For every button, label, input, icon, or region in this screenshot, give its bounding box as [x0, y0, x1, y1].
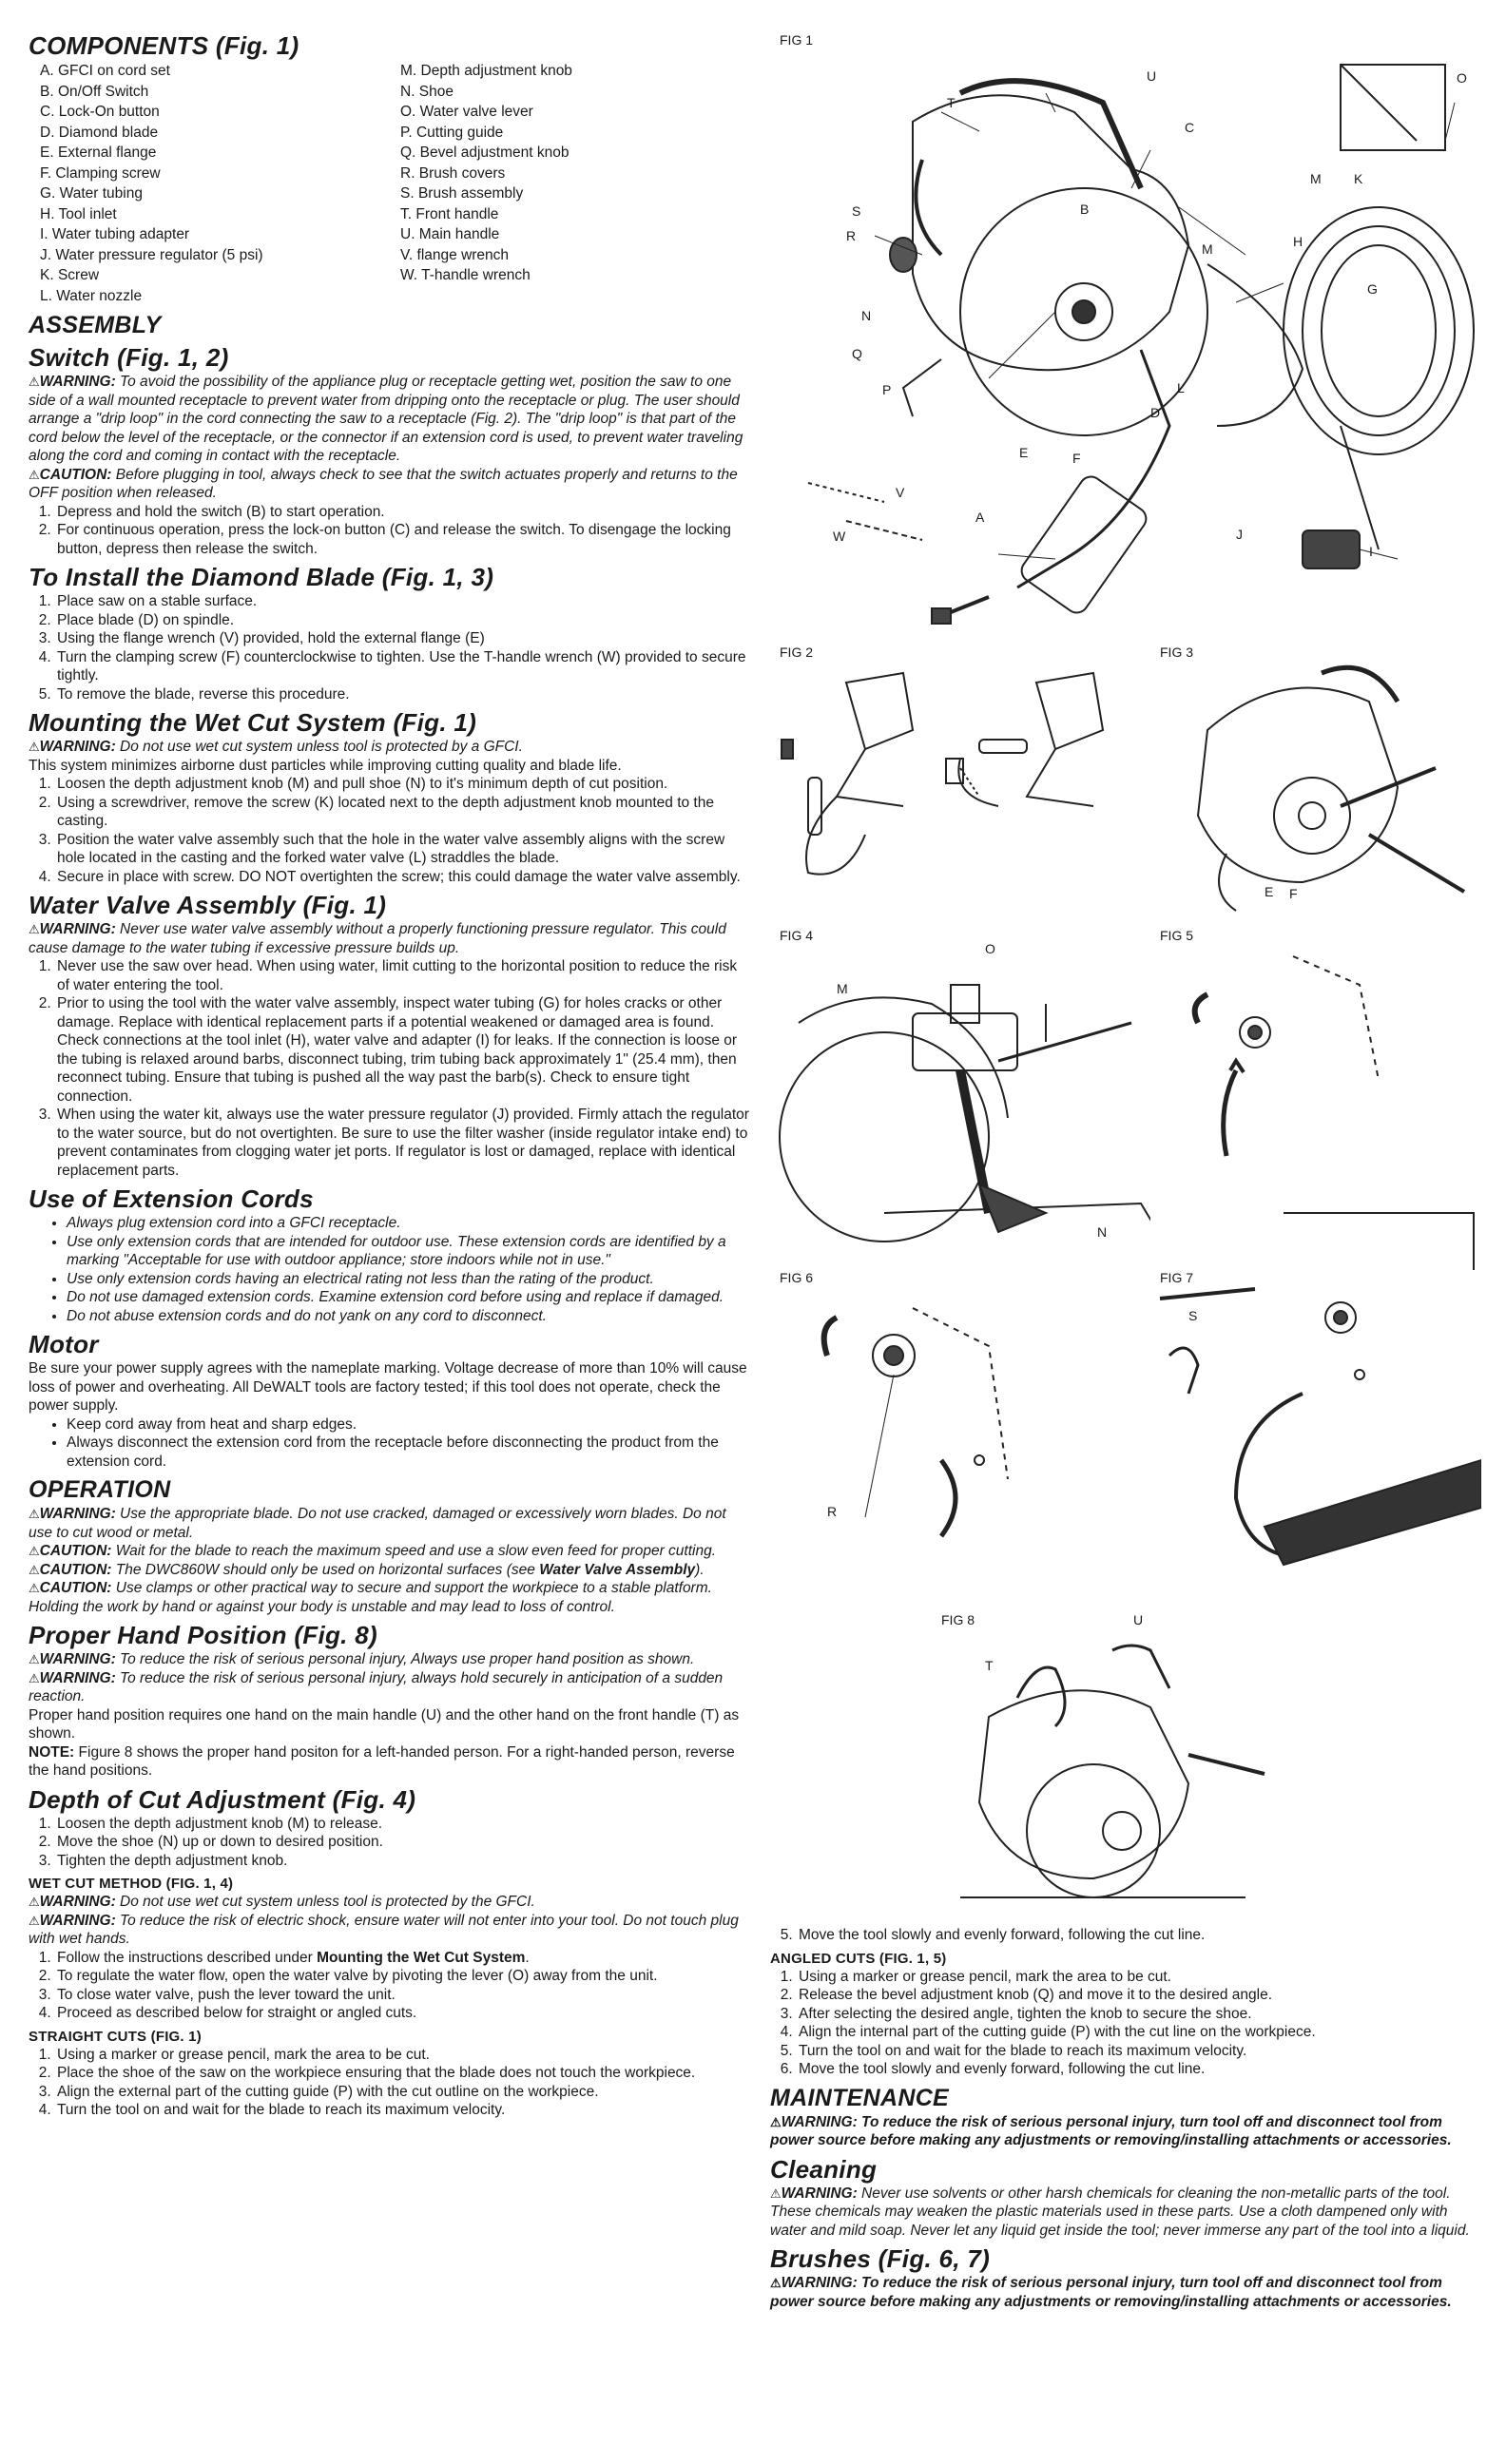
list-item: 1. Using a marker or grease pencil, mark the area to be cut.	[797, 1968, 1481, 1987]
list-item: 5. To remove the blade, reverse this procedure.	[55, 685, 749, 704]
list-item: 2. Move the shoe (N) up or down to desired position.	[55, 1833, 749, 1852]
figure-3-label: F	[1289, 886, 1298, 901]
list-item: O. Water valve lever	[400, 104, 533, 120]
list-item: 3. Tighten the depth adjustment knob.	[55, 1852, 749, 1871]
motor-bullets	[29, 1415, 749, 1472]
figure-row-6-7	[770, 1270, 1481, 1612]
list-item: 3. Position the water valve assembly such that the hole in the water valve assembly aligns with the screw hole located in the casting and the forked water valve (L) straddles the blade.	[55, 831, 749, 868]
assembly-heading: ASSEMBLY	[29, 312, 162, 338]
warning-icon: ⚠	[29, 922, 40, 936]
switch-warning: ⚠WARNING: To avoid the possibility of the appliance plug or receptacle getting wet, position the saw to one side of a wall mounted receptacle to prevent water from dripping onto the receptacle or plug. The user should arrange a "drip loop" in the cord connecting the saw to a receptacle (Fig. 2). The "drip loop" is that part of the cord below the level of the receptacle, or the connector if an extension cord is used, to prevent water traveling along the cord and coming in contact with the receptacle.	[29, 374, 743, 464]
warning-icon: ⚠	[770, 2114, 782, 2129]
wetcut-steps	[29, 775, 749, 886]
warning-icon: ⚠	[29, 467, 40, 482]
wet-cut-heading: WET CUT METHOD (FIG. 1, 4)	[29, 1876, 234, 1892]
figure-1-label: K	[1354, 171, 1363, 186]
list-item: 1. Depress and hold the switch (B) to start operation.	[55, 503, 749, 522]
figure-1-label: M	[1202, 241, 1213, 257]
brush-cover-illustration	[770, 1270, 1150, 1603]
figure-8-caption: FIG 8	[941, 1612, 975, 1627]
list-item: E. External flange	[40, 144, 157, 161]
figure-1-label: D	[1150, 405, 1161, 420]
figure-4	[770, 928, 1150, 1270]
figure-7-caption: FIG 7	[1160, 1270, 1194, 1285]
list-item: Q. Bevel adjustment knob	[400, 144, 570, 161]
wet-cut-steps	[29, 1949, 749, 2023]
valve-heading: Water Valve Assembly (Fig. 1)	[29, 891, 387, 919]
figure-3-label: E	[1265, 884, 1274, 899]
figure-1-label: S	[852, 203, 861, 219]
figure-5-caption: FIG 5	[1160, 928, 1194, 943]
figure-7-label: S	[1188, 1308, 1198, 1323]
saw-illustration	[770, 27, 1481, 635]
list-item: 2. Place blade (D) on spindle.	[55, 611, 749, 630]
figure-1-label: M	[1310, 171, 1322, 186]
figure-8	[770, 1612, 1481, 1926]
motor-text: Be sure your power supply agrees with the nameplate marking. Voltage decrease of more than 10% will cause loss of power and overheating. All DeWALT tools are factory tested; if this tool does not operate, check the power supply.	[29, 1360, 747, 1414]
warning-icon: ⚠	[29, 1562, 40, 1577]
list-item: R. Brush covers	[400, 164, 506, 182]
list-item: • Keep cord away from heat and sharp edges.	[67, 1415, 749, 1434]
depth-steps	[29, 1815, 749, 1871]
hand-text: Proper hand position requires one hand on the main handle (U) and the other hand on the front handle (T) as shown.	[29, 1706, 740, 1742]
extension-heading: Use of Extension Cords	[29, 1184, 314, 1213]
hand-note: NOTE: Figure 8 shows the proper hand positon for a left-handed person. For a right-handed person, reverse the hand positions.	[29, 1743, 735, 1779]
list-item: M. Depth adjustment knob	[400, 63, 572, 79]
straight-cut-steps	[29, 2046, 749, 2120]
angled-cut-steps	[770, 1968, 1481, 2079]
warning-icon: ⚠	[29, 1652, 40, 1666]
figure-1-label: W	[833, 529, 846, 544]
list-item: 5. Move the tool slowly and evenly forward, following the cut line.	[797, 1926, 1481, 1945]
wet-cut-warning-2: ⚠WARNING: To reduce the risk of electric shock, ensure water will not enter into your tool. Do not touch plug with wet hands.	[29, 1912, 739, 1947]
warning-icon: ⚠	[29, 375, 40, 389]
list-item: • Always plug extension cord into a GFCI receptacle.	[67, 1214, 749, 1233]
figure-row-2-3	[770, 645, 1481, 928]
list-item: 2. To regulate the water flow, open the water valve by pivoting the lever (O) away from the unit.	[55, 1967, 749, 1986]
figure-5	[1150, 928, 1481, 1270]
figure-4-label: M	[837, 981, 848, 996]
list-item: • Use only extension cords that are intended for outdoor use. These extension cords are identified by a marking "Acceptable for use with outdoor appliance; store indoors while not in use."	[67, 1233, 749, 1270]
wet-cut-warning-1: ⚠WARNING: Do not use wet cut system unless tool is protected by the GFCI.	[29, 1894, 535, 1910]
list-item: N. Shoe	[400, 83, 454, 100]
cleaning-heading: Cleaning	[770, 2154, 878, 2184]
warning-icon: ⚠	[29, 1581, 40, 1595]
list-item: S. Brush assembly	[400, 185, 524, 202]
figure-1	[770, 27, 1481, 635]
figure-1-label: H	[1293, 234, 1303, 249]
list-item: 2. For continuous operation, press the lock-on button (C) and release the switch. To disengage the locking button, depress then release the switch.	[55, 521, 749, 558]
figure-1-label: T	[947, 95, 956, 110]
list-item: W. T-handle wrench	[400, 267, 531, 283]
list-item: 4. Turn the tool on and wait for the blade to reach its maximum velocity.	[55, 2101, 749, 2120]
hand-warning-1: ⚠WARNING: To reduce the risk of serious personal injury, Always use proper hand position as shown.	[29, 1651, 695, 1667]
warning-icon: ⚠	[29, 1670, 40, 1685]
list-item: 4. Secure in place with screw. DO NOT overtighten the screw; this could damage the water valve assembly.	[55, 868, 749, 887]
hand-warning-2: ⚠WARNING: To reduce the risk of serious personal injury, always hold securely in anticipation of a sudden reaction.	[29, 1669, 724, 1704]
list-item: 2. Prior to using the tool with the water valve assembly, inspect water tubing (G) for holes cracks or other damage. Replace with identical replacement parts if a potential weakened or damaged area is found. Check connections at the tool inlet (H), water valve and adapter (I) for leaks. If the connection is loose or the tubing is relaxed around barbs, disconnect tubing, trim tubing back approximately 1" (25.4 mm), then reconnect tubing. Ensure that tubing is pushed all the way past the barb(s). Check to ensure tight connection.	[55, 994, 749, 1106]
list-item: 3. Align the external part of the cutting guide (P) with the cut outline on the workpiece.	[55, 2083, 749, 2102]
list-item: 4. Proceed as described below for straight or angled cuts.	[55, 2004, 749, 2023]
figure-4-label: N	[1097, 1224, 1108, 1240]
list-item: 1. Place saw on a stable surface.	[55, 592, 749, 611]
blade-steps	[29, 592, 749, 703]
list-item: 1. Loosen the depth adjustment knob (M) to release.	[55, 1815, 749, 1834]
list-item: B. On/Off Switch	[40, 83, 149, 100]
list-item: G. Water tubing	[40, 185, 143, 202]
operation-warning: ⚠WARNING: Use the appropriate blade. Do not use cracked, damaged or excessively worn blades. Do not use to cut wood or metal.	[29, 1506, 726, 1541]
hand-heading: Proper Hand Position (Fig. 8)	[29, 1621, 377, 1649]
list-item: H. Tool inlet	[40, 205, 117, 222]
warning-icon: ⚠	[29, 1507, 40, 1521]
operation-caution-3: ⚠CAUTION: Use clamps or other practical way to secure and support the workpiece to a stable platform. Holding the work by hand or against your body is unstable and may lead to loss of control.	[29, 1580, 712, 1615]
figure-row-4-5	[770, 928, 1481, 1270]
list-item: V. flange wrench	[400, 246, 510, 263]
figure-1-label: G	[1367, 281, 1378, 297]
cleaning-warning: ⚠WARNING: Never use solvents or other harsh chemicals for cleaning the non-metallic parts of the tool. These chemicals may weaken the plastic materials used in these parts. Use a cloth dampened only with water and mild soap. Never let any liquid get inside the tool; never immerse any part of the tool into a liquid.	[770, 2185, 1470, 2239]
components-list-right	[377, 61, 572, 306]
figure-1-label: F	[1072, 451, 1081, 466]
valve-steps	[29, 957, 749, 1180]
list-item: 2. Using a screwdriver, remove the screw (K) located next to the depth adjustment knob mounted to the casting.	[55, 794, 749, 831]
right-column	[770, 27, 1481, 2311]
figure-6-label: R	[827, 1504, 838, 1519]
figure-1-label: R	[846, 228, 857, 243]
operation-heading: OPERATION	[29, 1476, 171, 1503]
figure-1-label: U	[1147, 68, 1157, 84]
blade-install-illustration	[1150, 645, 1481, 920]
operation-caution-2: ⚠CAUTION: The DWC860W should only be used on horizontal surfaces (see Water Valve Assembly).	[29, 1561, 705, 1578]
figure-6-caption: FIG 6	[780, 1270, 814, 1285]
list-item: • Do not abuse extension cords and do not yank on any cord to disconnect.	[67, 1307, 749, 1326]
list-item: 1. Using a marker or grease pencil, mark the area to be cut.	[55, 2046, 749, 2065]
list-item: 3. When using the water kit, always use the water pressure regulator (J) provided. Firmly attach the regulator to the water source, but do not overtighten. Be sure to use the filter washer (inside regulator intake end) to prevent contaminates from clogging water jet ports. If regulator is lost or damaged, replace with identical replacement parts.	[55, 1106, 749, 1180]
figure-1-label: I	[1369, 544, 1373, 559]
operation-caution-1: ⚠CAUTION: Wait for the blade to reach the maximum speed and use a slow even feed for proper cutting.	[29, 1543, 717, 1559]
straight-cut-step-5	[770, 1926, 1481, 1945]
maintenance-heading: MAINTENANCE	[770, 2084, 950, 2111]
warning-icon: ⚠	[29, 1895, 40, 1909]
wetcut-intro: This system minimizes airborne dust particles while improving cutting quality and blade life.	[29, 757, 622, 774]
figure-4-caption: FIG 4	[780, 928, 814, 943]
list-item: C. Lock-On button	[40, 104, 160, 120]
wetcut-warning: ⚠WARNING: Do not use wet cut system unless tool is protected by a GFCI.	[29, 739, 523, 755]
switch-steps	[29, 503, 749, 559]
depth-heading: Depth of Cut Adjustment (Fig. 4)	[29, 1784, 416, 1814]
hand-position-illustration	[770, 1612, 1481, 1926]
figure-4-label: O	[985, 941, 995, 956]
figure-1-label: N	[861, 308, 872, 323]
brushes-heading: Brushes (Fig. 6, 7)	[770, 2244, 991, 2273]
list-item: T. Front handle	[400, 205, 499, 222]
drip-loop-illustration	[770, 645, 1150, 920]
list-item: 3. After selecting the desired angle, tighten the knob to secure the shoe.	[797, 2005, 1481, 2024]
warning-icon: ⚠	[770, 2276, 782, 2290]
components-list-left	[29, 61, 377, 306]
figure-3-caption: FIG 3	[1160, 645, 1194, 660]
list-item: 1. Never use the saw over head. When using water, limit cutting to the horizontal position to reduce the risk of water entering the tool.	[55, 957, 749, 994]
list-item: 4. Turn the clamping screw (F) counterclockwise to tighten. Use the T-handle wrench (W) provided to secure tightly.	[55, 648, 749, 685]
figure-8-label: U	[1133, 1612, 1144, 1627]
components-list	[29, 61, 732, 306]
list-item: 3. To close water valve, push the lever toward the unit.	[55, 1986, 749, 2005]
figure-3	[1150, 645, 1481, 920]
list-item: K. Screw	[40, 267, 100, 283]
figure-1-label: E	[1019, 445, 1029, 460]
valve-warning: ⚠WARNING: Never use water valve assembly without a properly functioning pressure regulator. This could cause damage to the water tubing if excessive pressure builds up.	[29, 921, 726, 956]
list-item: 5. Turn the tool on and wait for the blade to reach its maximum velocity.	[797, 2042, 1481, 2061]
switch-caution: ⚠CAUTION: Before plugging in tool, always check to see that the switch actuates properly and returns to the OFF position when released.	[29, 466, 738, 501]
figure-1-label: P	[882, 382, 892, 397]
figure-2	[770, 645, 1150, 920]
figure-1-label: L	[1177, 380, 1185, 395]
figure-2-caption: FIG 2	[780, 645, 814, 660]
list-item: • Use only extension cords having an electrical rating not less than the rating of the product.	[67, 1270, 749, 1289]
components-heading: COMPONENTS (Fig. 1)	[29, 31, 299, 60]
wetcut-heading: Mounting the Wet Cut System (Fig. 1)	[29, 708, 477, 737]
figure-1-label: J	[1236, 527, 1243, 542]
figure-6	[770, 1270, 1150, 1603]
figure-1-label: Q	[852, 346, 862, 361]
warning-icon: ⚠	[29, 1913, 40, 1928]
warning-icon: ⚠	[29, 1544, 40, 1558]
figure-1-label: C	[1185, 120, 1195, 135]
warning-icon: ⚠	[770, 2185, 782, 2201]
maintenance-warning: ⚠WARNING: To reduce the risk of serious personal injury, turn tool off and disconnect tool from power source before making any adjustments or removing/installing attachments or accessories.	[770, 2113, 1452, 2148]
list-item: 3. Using the flange wrench (V) provided, hold the external flange (E)	[55, 629, 749, 648]
blade-heading: To Install the Diamond Blade (Fig. 1, 3)	[29, 563, 494, 591]
bevel-adjust-illustration	[1150, 928, 1481, 1270]
figure-7	[1150, 1270, 1481, 1603]
switch-heading: Switch (Fig. 1, 2)	[29, 343, 229, 372]
list-item: 1. Loosen the depth adjustment knob (M) and pull shoe (N) to it's minimum depth of cut position.	[55, 775, 749, 794]
figure-8-label: T	[985, 1658, 994, 1673]
list-item: 4. Align the internal part of the cutting guide (P) with the cut line on the workpiece.	[797, 2023, 1481, 2042]
straight-cuts-heading: STRAIGHT CUTS (FIG. 1)	[29, 2028, 202, 2045]
left-column	[29, 27, 749, 2120]
list-item: F. Clamping screw	[40, 164, 161, 182]
list-item: 6. Move the tool slowly and evenly forward, following the cut line.	[797, 2060, 1481, 2079]
motor-heading: Motor	[29, 1330, 99, 1358]
figure-1-caption: FIG 1	[780, 32, 814, 48]
list-item: P. Cutting guide	[400, 124, 504, 141]
depth-adjust-illustration	[770, 928, 1150, 1270]
figure-1-label: B	[1080, 202, 1090, 217]
figure-1-label: O	[1457, 70, 1467, 86]
extension-bullets	[29, 1214, 749, 1325]
list-item: 2. Place the shoe of the saw on the workpiece ensuring that the blade does not touch the workpiece.	[55, 2064, 749, 2083]
brush-assembly-illustration	[1150, 1270, 1481, 1603]
list-item: 1. Follow the instructions described under Mounting the Wet Cut System.	[55, 1949, 749, 1968]
list-item: D. Diamond blade	[40, 124, 159, 141]
brushes-warning: ⚠WARNING: To reduce the risk of serious personal injury, turn tool off and disconnect tool from power source before making any adjustments or removing/installing attachments or accessories.	[770, 2275, 1452, 2310]
list-item: L. Water nozzle	[40, 287, 143, 304]
figure-1-label: A	[975, 510, 985, 525]
figure-1-label: V	[896, 485, 905, 500]
list-item: I. Water tubing adapter	[40, 226, 190, 242]
warning-icon: ⚠	[29, 740, 40, 754]
angled-cuts-heading: ANGLED CUTS (FIG. 1, 5)	[770, 1950, 947, 1967]
list-item: J. Water pressure regulator (5 psi)	[40, 246, 263, 263]
list-item: A. GFCI on cord set	[40, 63, 170, 79]
list-item: • Always disconnect the extension cord from the receptacle before disconnecting the product from the extension cord.	[67, 1434, 749, 1471]
list-item: U. Main handle	[400, 226, 500, 242]
list-item: • Do not use damaged extension cords. Examine extension cord before using and replace if damaged.	[67, 1288, 749, 1307]
list-item: 2. Release the bevel adjustment knob (Q) and move it to the desired angle.	[797, 1986, 1481, 2005]
